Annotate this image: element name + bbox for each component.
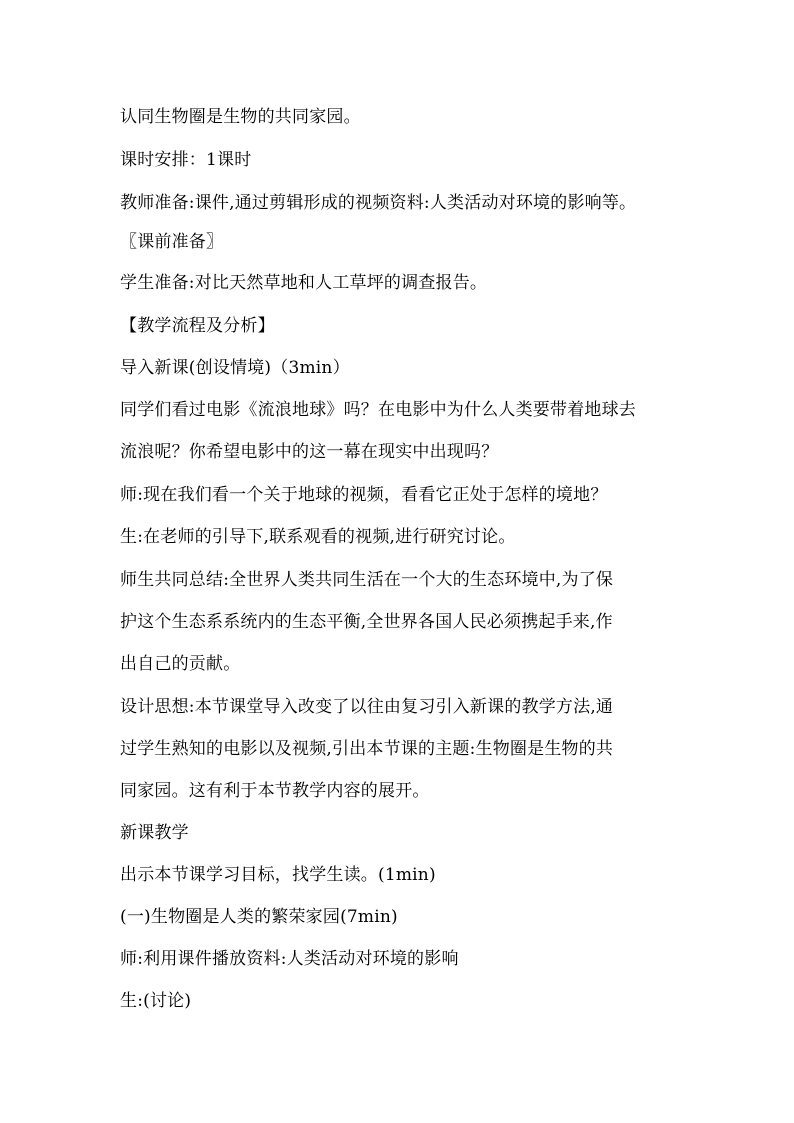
text-line: 教师准备:课件,通过剪辑形成的视频资料:人类活动对环境的影响等。 — [120, 193, 637, 213]
text-line: 流浪呢？你希望电影中的这一幕在现实中出现吗？ — [120, 442, 499, 462]
section-heading: 【教学流程及分析】 — [120, 316, 275, 336]
text-line: 护这个生态系系统内的生态平衡,全世界各国人民必须携起手来,作 — [120, 612, 613, 632]
text-line: 课时安排：1课时 — [120, 150, 252, 170]
text-line: 导入新课(创设情境)（3min） — [120, 358, 350, 378]
text-line: 认同生物圈是生物的共同家园。 — [120, 107, 361, 127]
text-line: 师生共同总结:全世界人类共同生活在一个大的生态环境中,为了保 — [120, 570, 614, 590]
text-line: 过学生熟知的电影以及视频,引出本节课的主题:生物圈是生物的共 — [120, 739, 614, 759]
text-line: 生:在老师的引导下,联系观看的视频,进行研究讨论。 — [120, 527, 516, 547]
text-line: 同学们看过电影《流浪地球》吗？在电影中为什么人类要带着地球去 — [120, 400, 636, 420]
text-line: 师:利用课件播放资料:人类活动对环境的影响 — [120, 949, 459, 969]
section-heading: (一)生物圈是人类的繁荣家园(7min) — [120, 907, 398, 927]
text-line: 同家园。这有利于本节教学内容的展开。 — [120, 781, 430, 801]
text-line: 出示本节课学习目标，找学生读。(1min) — [120, 865, 436, 885]
text-line: 学生准备:对比天然草地和人工草坪的调查报告。 — [120, 273, 488, 293]
text-line: 出自己的贡献。 — [120, 654, 241, 674]
text-line: 师:现在我们看一个关于地球的视频，看看它正处于怎样的境地？ — [120, 485, 608, 505]
text-line: 生:(讨论) — [120, 991, 192, 1011]
section-heading: 〖课前准备〗 — [120, 232, 224, 252]
text-line: 设计思想:本节课堂导入改变了以往由复习引入新课的教学方法,通 — [120, 697, 614, 717]
section-heading: 新课教学 — [120, 823, 189, 843]
